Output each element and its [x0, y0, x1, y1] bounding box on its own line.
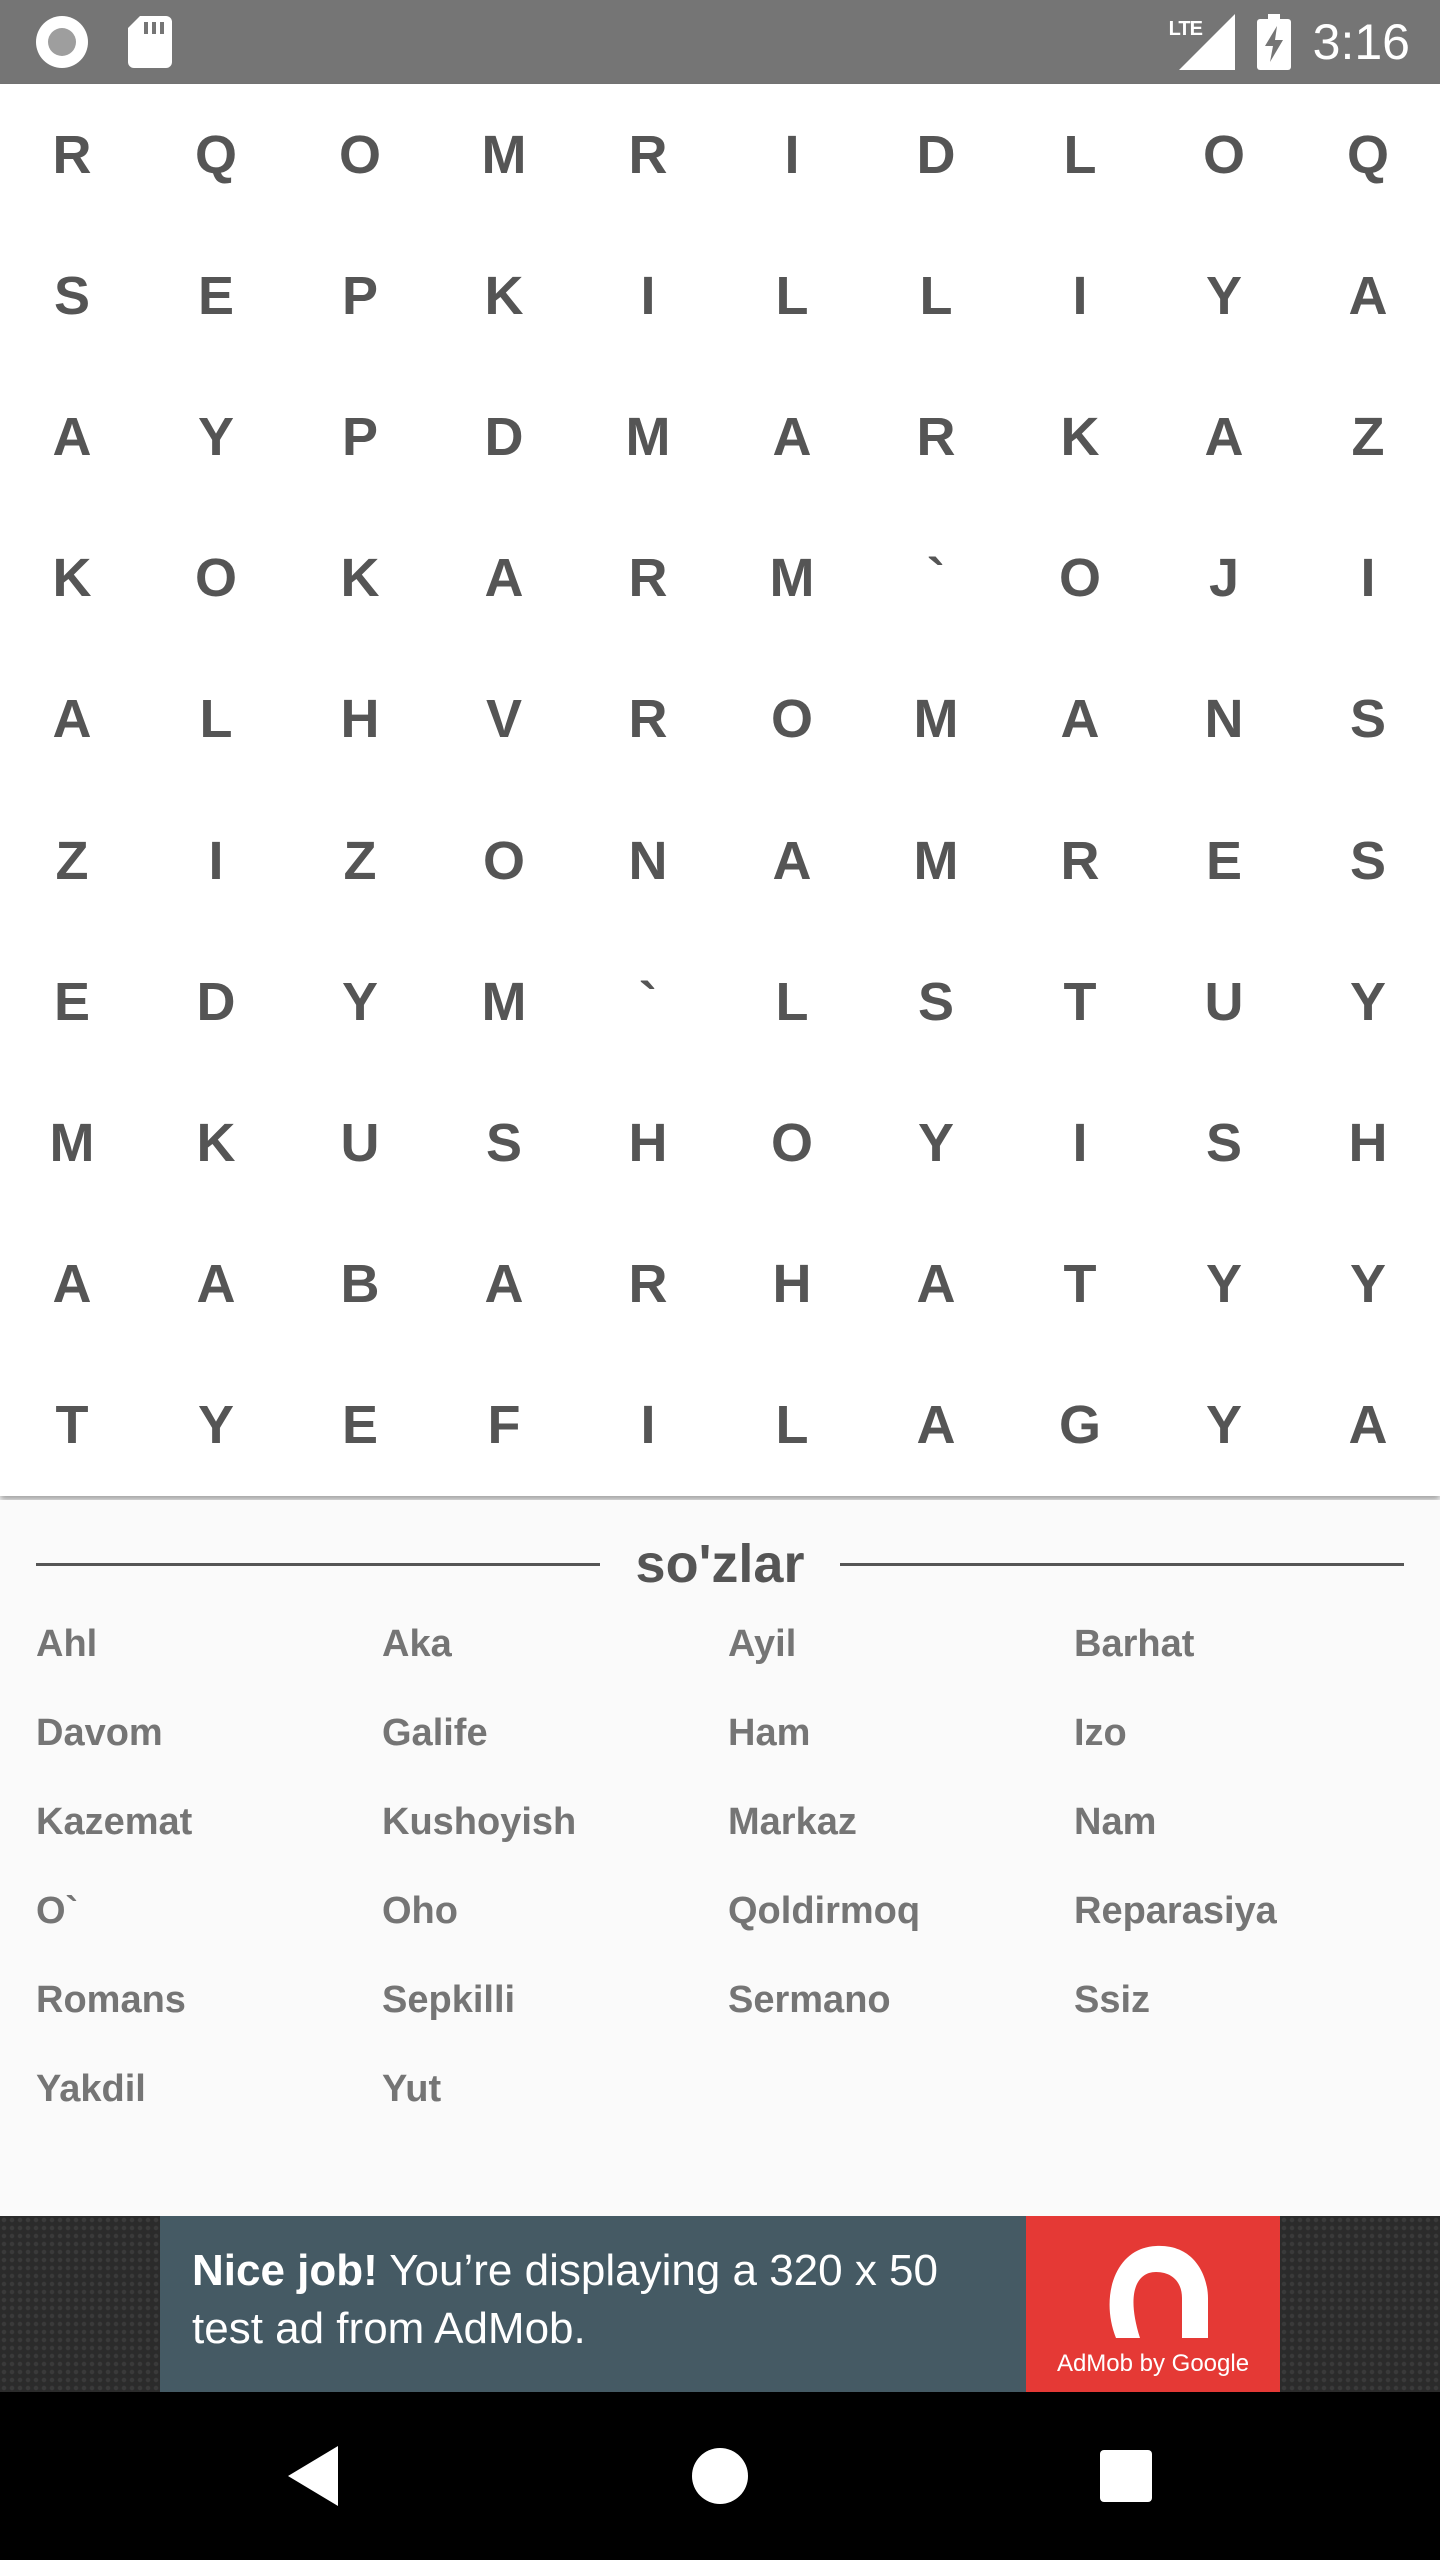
grid-cell[interactable]: E — [53, 971, 91, 1032]
word-list-item: Ssiz — [1074, 1979, 1151, 2021]
word-list-item: Yut — [382, 2068, 442, 2110]
grid-cell[interactable]: I — [1072, 265, 1088, 326]
grid-cell[interactable]: Y — [1205, 1254, 1243, 1315]
home-icon[interactable] — [686, 2442, 754, 2510]
grid-cell[interactable]: Q — [1346, 124, 1389, 185]
grid-cell[interactable]: A — [916, 1395, 956, 1456]
admob-logo-icon — [1096, 2238, 1210, 2342]
record-icon — [36, 16, 88, 68]
back-icon[interactable] — [282, 2442, 350, 2510]
ad-text[interactable] — [160, 2216, 1026, 2392]
word-list-item: Ham — [728, 1712, 811, 1754]
letter-grid[interactable] — [0, 84, 1440, 1496]
grid-cell[interactable]: Y — [1349, 1254, 1387, 1315]
ad-banner[interactable] — [160, 2216, 1280, 2392]
grid-cell[interactable]: H — [772, 1254, 812, 1315]
word-list-item: Davom — [36, 1712, 163, 1754]
grid-cell[interactable]: Y — [917, 1112, 955, 1173]
navigation-bar — [0, 2392, 1440, 2560]
grid-cell[interactable]: N — [628, 830, 668, 891]
word-list-item: Izo — [1074, 1712, 1127, 1754]
grid-cell[interactable]: T — [1063, 1254, 1097, 1315]
grid-cell[interactable]: A — [772, 406, 812, 467]
grid-cell[interactable]: I — [640, 1395, 656, 1456]
grid-cell[interactable]: Y — [1205, 265, 1243, 326]
grid-cell[interactable]: S — [1349, 830, 1387, 891]
word-list-item: Kazemat — [36, 1801, 193, 1843]
word-list-item: Ahl — [36, 1623, 98, 1665]
grid-cell[interactable]: U — [340, 1112, 380, 1173]
grid-cell[interactable]: K — [196, 1112, 236, 1173]
grid-cell[interactable]: A — [1204, 406, 1244, 467]
grid-cell[interactable]: M — [769, 548, 815, 609]
grid-cell[interactable]: I — [640, 265, 656, 326]
grid-cell[interactable]: S — [53, 265, 91, 326]
grid-cell[interactable]: L — [775, 1395, 809, 1456]
ad-bold-text: Nice job! — [192, 2246, 378, 2295]
grid-cell[interactable]: M — [625, 406, 671, 467]
grid-cell[interactable]: A — [484, 548, 524, 609]
grid-cell[interactable]: ` — [927, 548, 945, 609]
grid-cell[interactable]: R — [628, 124, 668, 185]
grid-cell[interactable]: Z — [343, 830, 377, 891]
grid-cell[interactable]: Y — [1205, 1395, 1243, 1456]
grid-cell[interactable]: L — [919, 265, 953, 326]
grid-cell[interactable]: P — [341, 406, 379, 467]
word-search-board — [0, 84, 1440, 1496]
grid-cell[interactable]: K — [340, 548, 380, 609]
grid-cell[interactable]: M — [481, 124, 527, 185]
grid-cell[interactable]: I — [1072, 1112, 1088, 1173]
grid-cell[interactable]: T — [55, 1395, 89, 1456]
grid-cell[interactable]: Z — [55, 830, 89, 891]
header-divider-right — [840, 1563, 1404, 1566]
word-list-section — [0, 1500, 1440, 2216]
word-list-item: Markaz — [728, 1801, 857, 1843]
word-list-item: Sermano — [728, 1979, 891, 2021]
grid-cell[interactable]: G — [1058, 1395, 1101, 1456]
grid-cell[interactable]: R — [916, 406, 956, 467]
grid-cell[interactable]: T — [1063, 971, 1097, 1032]
grid-cell[interactable]: B — [340, 1254, 380, 1315]
status-left-icons — [36, 16, 172, 68]
word-list-item: Kushoyish — [382, 1801, 577, 1843]
grid-cell[interactable]: A — [772, 830, 812, 891]
grid-cell[interactable]: S — [1205, 1112, 1243, 1173]
grid-cell[interactable]: O — [1202, 124, 1245, 185]
grid-cell[interactable]: M — [913, 689, 959, 750]
lte-signal-icon — [1165, 14, 1235, 70]
grid-cell[interactable]: O — [338, 124, 381, 185]
ad-area — [0, 2216, 1440, 2392]
grid-cell[interactable]: I — [208, 830, 224, 891]
grid-cell[interactable]: A — [484, 1254, 524, 1315]
grid-cell[interactable]: E — [341, 1395, 379, 1456]
clock: 3:16 — [1312, 14, 1410, 70]
grid-cell[interactable]: O — [482, 830, 525, 891]
header-divider-left — [36, 1563, 600, 1566]
word-list-item: Barhat — [1074, 1623, 1195, 1665]
grid-cell[interactable]: O — [770, 1112, 813, 1173]
grid-cell[interactable]: A — [1348, 265, 1388, 326]
word-list-item: Reparasiya — [1074, 1890, 1277, 1932]
word-list-header — [36, 1524, 1404, 1604]
grid-cell[interactable]: S — [485, 1112, 523, 1173]
word-list-item: Yakdil — [36, 2068, 146, 2110]
grid-cell[interactable]: I — [784, 124, 800, 185]
grid-cell[interactable]: L — [775, 971, 809, 1032]
grid-cell[interactable]: S — [1349, 689, 1387, 750]
grid-cell[interactable]: H — [628, 1112, 668, 1173]
grid-cell[interactable]: M — [49, 1112, 95, 1173]
word-list-item: Qoldirmoq — [728, 1890, 921, 1932]
grid-cell[interactable]: R — [628, 1254, 668, 1315]
grid-cell[interactable]: Y — [197, 1395, 235, 1456]
grid-cell[interactable]: L — [1063, 124, 1097, 185]
grid-cell[interactable]: O — [770, 689, 813, 750]
word-list-item: O` — [36, 1890, 79, 1932]
grid-cell[interactable]: Q — [194, 124, 237, 185]
grid-cell[interactable]: M — [481, 971, 527, 1032]
word-list — [36, 1600, 1420, 2134]
grid-cell[interactable]: Z — [1351, 406, 1385, 467]
word-list-item: Nam — [1074, 1801, 1157, 1843]
battery-charging-icon — [1257, 14, 1291, 70]
grid-cell[interactable]: D — [916, 124, 956, 185]
grid-cell[interactable]: N — [1204, 689, 1244, 750]
word-list-item: Oho — [382, 1890, 458, 1932]
word-list-item: Sepkilli — [382, 1979, 516, 2021]
grid-cell[interactable]: R — [628, 689, 668, 750]
grid-cell[interactable]: J — [1208, 548, 1240, 609]
grid-cell[interactable]: K — [52, 548, 92, 609]
grid-cell[interactable]: E — [197, 265, 235, 326]
grid-cell[interactable]: A — [52, 689, 92, 750]
grid-cell[interactable]: Y — [1349, 971, 1387, 1032]
grid-cell[interactable]: ` — [639, 971, 657, 1032]
grid-cell[interactable]: A — [1060, 689, 1100, 750]
grid-cell[interactable]: R — [628, 548, 668, 609]
grid-cell[interactable]: D — [484, 406, 524, 467]
grid-cell[interactable]: A — [1348, 1395, 1388, 1456]
network-label: LTE — [1168, 18, 1202, 40]
word-list-title: so'zlar — [635, 1534, 805, 1594]
status-right-icons — [1165, 10, 1410, 74]
grid-cell[interactable]: H — [1348, 1112, 1388, 1173]
word-list-item: Ayil — [728, 1623, 797, 1665]
sd-card-icon — [128, 16, 172, 68]
grid-cell[interactable]: A — [916, 1254, 956, 1315]
ad-logo-label: AdMob by Google — [1056, 2350, 1250, 2377]
grid-cell[interactable]: E — [1205, 830, 1243, 891]
word-list-item: Galife — [382, 1712, 488, 1754]
grid-cell[interactable]: O — [194, 548, 237, 609]
grid-cell[interactable]: A — [52, 1254, 92, 1315]
recents-icon[interactable] — [1092, 2442, 1160, 2510]
grid-cell[interactable]: H — [340, 689, 380, 750]
grid-cell[interactable]: P — [341, 265, 379, 326]
grid-cell[interactable]: S — [917, 971, 955, 1032]
grid-cell[interactable]: L — [775, 265, 809, 326]
grid-cell[interactable]: V — [485, 689, 523, 750]
grid-cell[interactable]: F — [487, 1395, 521, 1456]
grid-cell[interactable]: R — [52, 124, 92, 185]
grid-cell[interactable]: A — [196, 1254, 236, 1315]
grid-cell[interactable]: Y — [341, 971, 379, 1032]
grid-cell[interactable]: D — [196, 971, 236, 1032]
status-bar — [0, 0, 1440, 84]
grid-cell[interactable]: K — [1060, 406, 1100, 467]
grid-cell[interactable]: L — [199, 689, 233, 750]
word-list-item: Romans — [36, 1979, 186, 2021]
grid-cell[interactable]: A — [52, 406, 92, 467]
grid-cell[interactable]: M — [913, 830, 959, 891]
grid-cell[interactable]: I — [1360, 548, 1376, 609]
word-list-item: Aka — [382, 1623, 452, 1665]
ad-logo-box[interactable] — [1026, 2216, 1280, 2392]
ad-body-text: You’re displaying a 320 x 50 test ad from AdMob. — [192, 2246, 939, 2353]
grid-cell[interactable]: R — [1060, 830, 1100, 891]
grid-cell[interactable]: K — [484, 265, 524, 326]
grid-cell[interactable]: O — [1058, 548, 1101, 609]
grid-cell[interactable]: U — [1204, 971, 1244, 1032]
grid-cell[interactable]: Y — [197, 406, 235, 467]
